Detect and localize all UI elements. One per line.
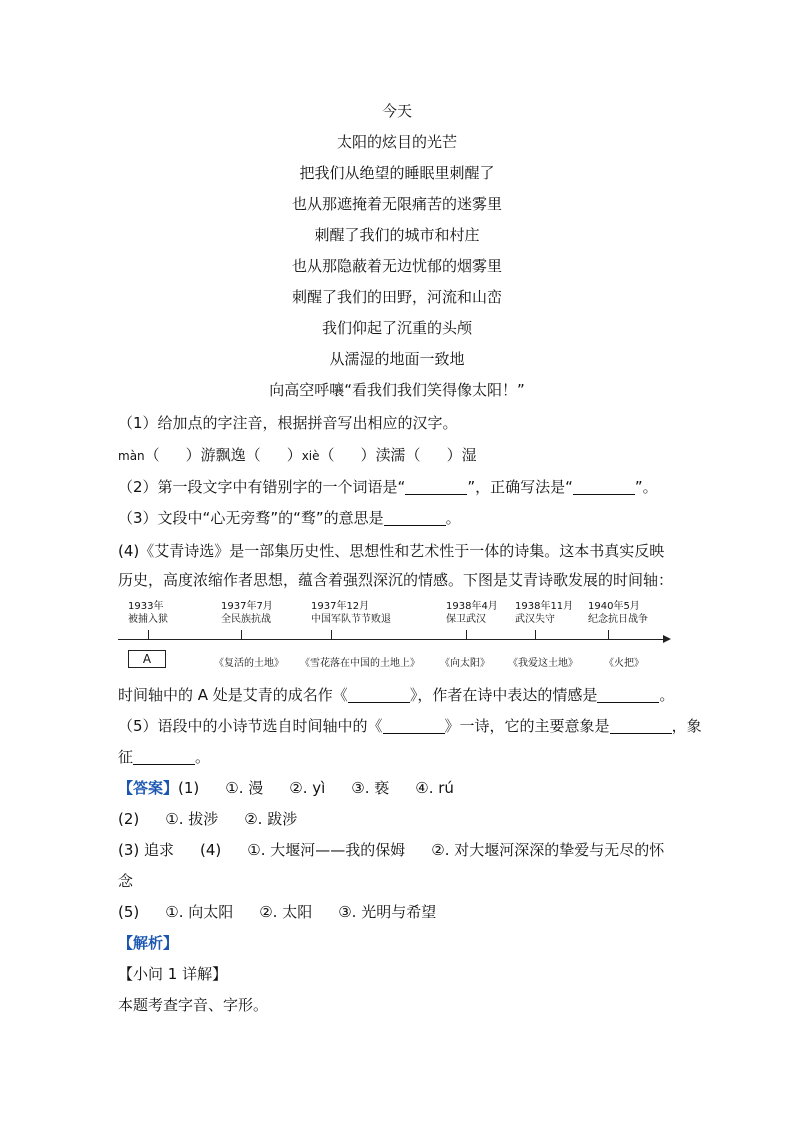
timeline-event-year: 1940年5月	[588, 601, 640, 612]
timeline-arrow-icon	[663, 635, 671, 643]
timeline	[118, 600, 678, 672]
question-5: （5）语段中的小诗节选自时间轴中的《 》一诗，它的主要意象是 ，象	[118, 717, 702, 735]
poem-line: 太阳的炫目的光芒	[336, 133, 457, 151]
poem	[0, 96, 794, 406]
analysis-tag: 【解析】	[118, 934, 179, 952]
timeline-event-label: 保卫武汉	[446, 614, 486, 625]
poem-line: 我们仰起了沉重的头颅	[321, 319, 472, 337]
answer-row-3: (3) 追求 (4) ①. 大堰河——我的保姆 ②. 对大堰河深深的挚爱与无尽的怀	[118, 841, 665, 859]
answer-tag: 【答案】	[118, 779, 179, 797]
timeline-event-label: 被捕入狱	[128, 614, 168, 625]
timeline-book: 《火把》	[604, 658, 644, 669]
timeline-event-year: 1938年4月	[446, 601, 498, 612]
timeline-book: 《复活的土地》	[214, 658, 284, 669]
poem-line: 把我们从绝望的睡眠里刺醒了	[299, 164, 495, 182]
timeline-event	[446, 600, 498, 626]
timeline-event-year: 1938年11月	[515, 601, 574, 612]
analysis-subheading: 【小问 1 详解】	[118, 965, 228, 983]
question-5-line2: 征 。	[118, 748, 211, 766]
question-4b: 时间轴中的 A 处是艾青的成名作《 》，作者在诗中表达的情感是 。	[118, 686, 675, 704]
answer-row-1: 【答案】(1) ①. 漫 ②. yì ③. 亵 ④. rú	[118, 779, 454, 797]
timeline-event-label: 武汉失守	[515, 614, 555, 625]
question-1-row: màn（ ）游飘逸（ ）xiè（ ）渎濡（ ）湿	[118, 446, 477, 464]
poem-line: 也从那隐蔽着无边忧郁的烟雾里	[291, 257, 502, 275]
timeline-tick	[535, 630, 536, 640]
timeline-book: 《向太阳》	[440, 658, 490, 669]
timeline-tick	[148, 630, 149, 640]
timeline-event-year: 1933年	[128, 601, 164, 612]
timeline-axis	[118, 639, 664, 640]
poem-line: 刺醒了我们的田野，河流和山峦	[291, 288, 502, 306]
timeline-tick	[241, 630, 242, 640]
timeline-book: 《我爱这土地》	[508, 658, 578, 669]
timeline-tick	[466, 630, 467, 640]
answer-row-5: (5) ①. 向太阳 ②. 太阳 ③. 光明与希望	[118, 903, 437, 921]
timeline-event	[311, 600, 391, 626]
timeline-event-label: 纪念抗日战争	[588, 614, 648, 625]
question-4: (4)《艾青诗选》是一部集历史性、思想性和艺术性于一体的诗集。这本书真实反映历史，高度浓缩作者思想，蕴含着强烈深沉的情感。下图是艾青诗歌发展的时间轴：	[118, 542, 674, 589]
timeline-event-label: 中国军队节节败退	[311, 614, 391, 625]
question-3: （3）文段中“心无旁骛”的“骛”的意思是 。	[118, 509, 461, 527]
question-1: （1）给加点的字注音，根据拼音写出相应的汉字。	[118, 414, 458, 432]
poem-line: 向高空呼嚷“看我们我们笑得像太阳！”	[269, 381, 525, 399]
timeline-box-a: A	[128, 650, 166, 668]
analysis-text: 本题考查字音、字形。	[118, 996, 269, 1014]
timeline-event-year: 1937年12月	[311, 601, 370, 612]
timeline-event	[588, 600, 648, 626]
timeline-event	[515, 600, 573, 626]
poem-line: 也从那遮掩着无限痛苦的迷雾里	[291, 195, 502, 213]
timeline-tick	[331, 630, 332, 640]
timeline-event-label: 全民族抗战	[221, 614, 271, 625]
poem-line: 刺醒了我们的城市和村庄	[314, 226, 480, 244]
timeline-event	[221, 600, 273, 626]
timeline-event	[128, 600, 168, 626]
answer-row-3-cont: 念	[118, 872, 134, 890]
question-2: （2）第一段文字中有错别字的一个词语是“ ”，正确写法是“ ”。	[118, 478, 658, 496]
timeline-tick	[608, 630, 609, 640]
timeline-book: 《雪花落在中国的土地上》	[300, 658, 420, 669]
answer-row-2: (2) ①. 拔涉 ②. 跋涉	[118, 810, 298, 828]
timeline-event-year: 1937年7月	[221, 601, 273, 612]
poem-line: 从濡湿的地面一致地	[329, 350, 465, 368]
poem-line: 今天	[381, 102, 412, 120]
